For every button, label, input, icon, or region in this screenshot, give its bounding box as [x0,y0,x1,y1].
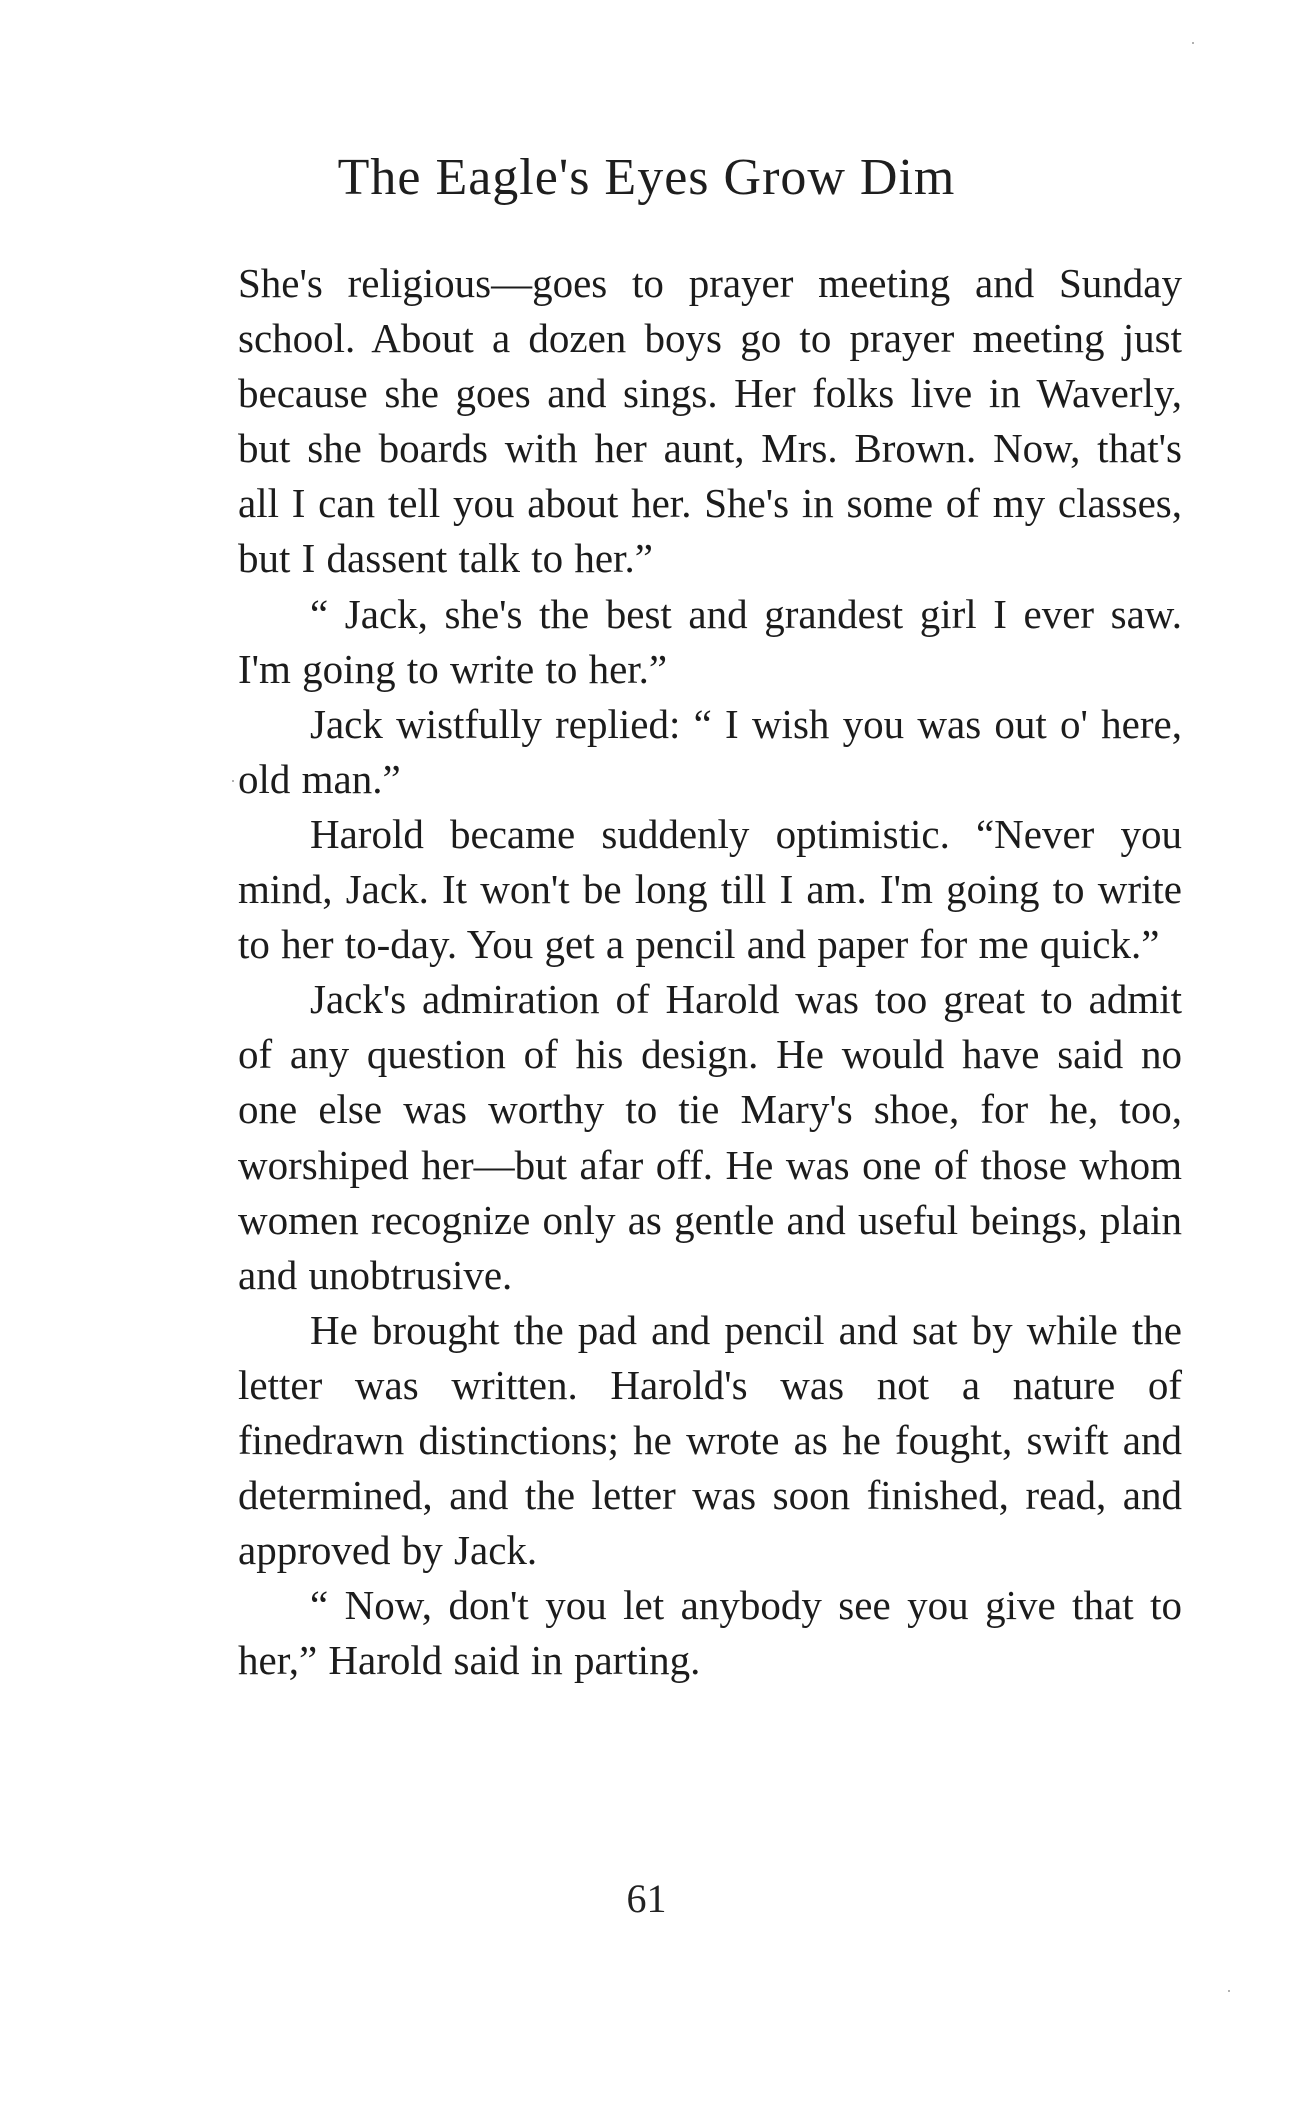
paragraph: He brought the pad and pencil and sat by while the letter was written. Harold's was not a nature of finedrawn distinctions; he wrote as he fought, swift and determined, and the letter was soon finished, read, and approved by Jack. [238,1306,1182,1574]
paragraph: Harold became suddenly optimistic. “Never you mind, Jack. It won't be long till I am. I'm going to write to her to-day. You get a pencil and paper for me quick.” [238,810,1182,968]
paragraph: She's religious—goes to prayer meeting and Sunday school. About a dozen boys go to prayer meeting just because she goes and sings. Her folks live in Waverly, but she boards with her aunt, Mrs. Brown. Now, that's all I can tell you about her. She's in some of my classes, but I dassent talk to her.” [238,260,1182,582]
paper-speck [1228,1990,1230,1992]
paragraph: Jack wistfully replied: “ I wish you was out o' here, old man.” [238,700,1182,802]
paper-speck [1192,42,1194,44]
running-head: The Eagle's Eyes Grow Dim [337,149,956,206]
paragraph: “ Now, don't you let anybody see you give that to her,” Harold said in parting. [238,1582,1182,1684]
paragraph: Jack's admiration of Harold was too great to admit of any question of his design. He would have said no one else was worthy to tie Mary's shoe, for he, too, worshiped her—but afar off. He was one of those whom women recognize only as gentle and useful beings, plain and unobtrusive. [238,976,1182,1298]
paper-speck [232,780,234,782]
body-text [238,256,1182,1688]
page-number: 61 [626,1876,667,1921]
paragraph: “ Jack, she's the best and grandest girl I ever saw. I'm going to write to her.” [238,590,1182,692]
